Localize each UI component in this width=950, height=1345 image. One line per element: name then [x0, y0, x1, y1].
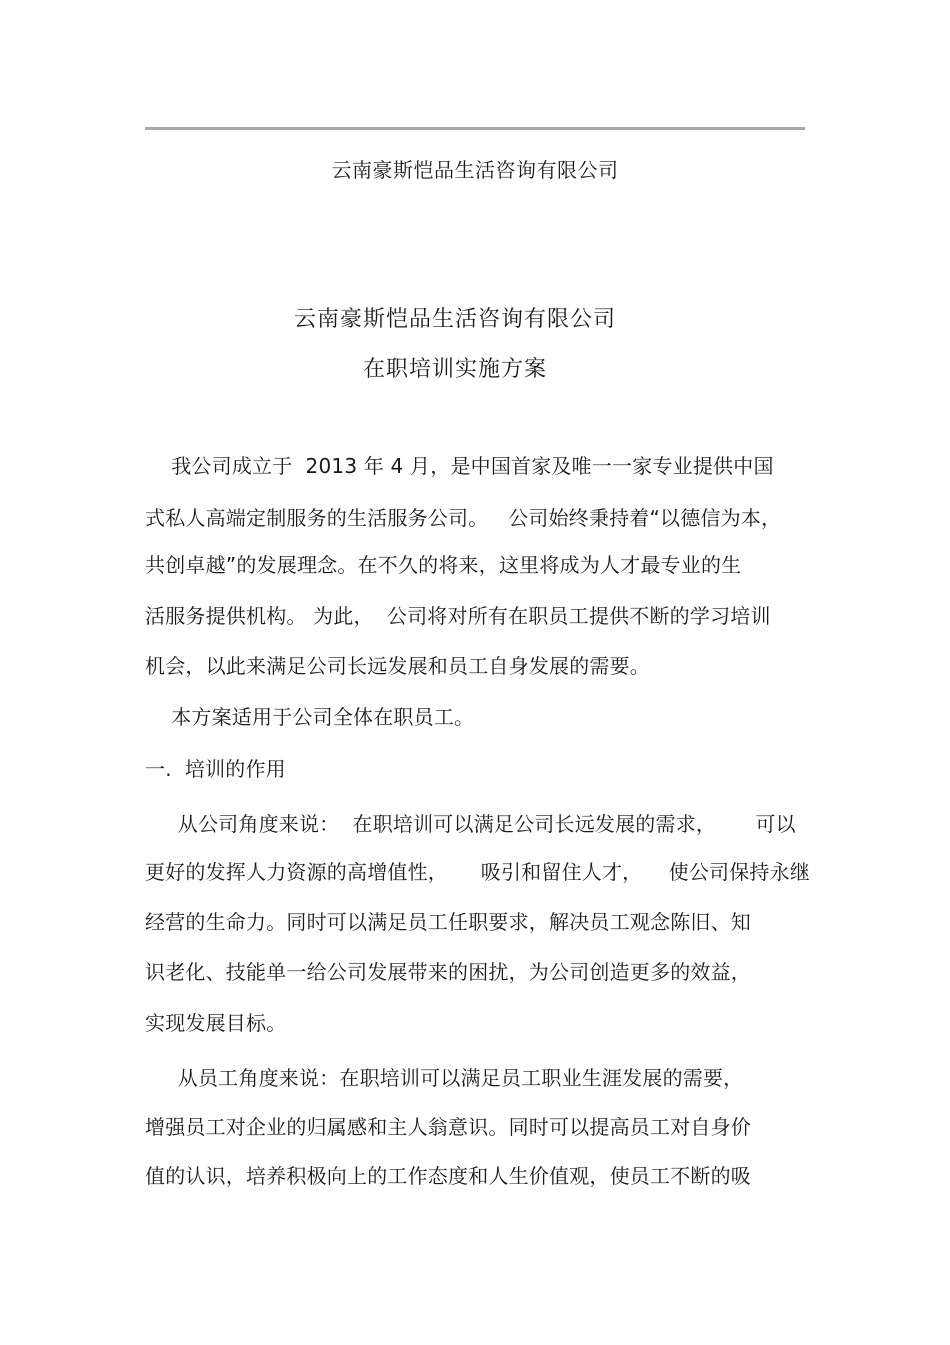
body-line: 经营的生命力。同时可以满足员工任职要求，解决员工观念陈旧、知	[145, 910, 751, 934]
body-line: 从公司角度来说： 在职培训可以满足公司长远发展的需求， 可以	[145, 812, 796, 836]
body-line: 本方案适用于公司全体在职员工。	[145, 705, 475, 729]
document-title-plan: 在职培训实施方案	[362, 357, 547, 382]
body-line: 活服务提供机构。 为此， 公司将对所有在职员工提供不断的学习培训	[145, 604, 771, 628]
document-title-company: 云南豪斯恺品生活咨询有限公司	[293, 307, 616, 332]
body-line: 值的认识，培养积极向上的工作态度和人生价值观，使员工不断的吸	[145, 1164, 751, 1188]
section-heading: 一. 培训的作用	[145, 757, 286, 781]
body-line: 识老化、技能单一给公司发展带来的困扰，为公司创造更多的效益，	[145, 960, 751, 984]
body-line: 从员工角度来说：在职培训可以满足员工职业生涯发展的需要，	[145, 1066, 744, 1090]
body-line: 机会，以此来满足公司长远发展和员工自身发展的需要。	[145, 654, 650, 678]
header-company-name: 云南豪斯恺品生活咨询有限公司	[331, 158, 619, 182]
body-line: 实现发展目标。	[145, 1011, 287, 1035]
body-line: 我公司成立于 2013 年 4 月，是中国首家及唯一一家专业提供中国	[145, 454, 774, 478]
header-rule	[145, 127, 805, 130]
body-line: 式私人高端定制服务的生活服务公司。 公司始终秉持着“以德信为本，	[145, 506, 782, 530]
body-line: 增强员工对企业的归属感和主人翁意识。同时可以提高员工对自身价	[145, 1115, 751, 1139]
body-line: 共创卓越”的发展理念。在不久的将来，这里将成为人才最专业的生	[145, 553, 742, 577]
body-line: 更好的发挥人力资源的高增值性， 吸引和留住人才， 使公司保持永继	[145, 860, 811, 884]
